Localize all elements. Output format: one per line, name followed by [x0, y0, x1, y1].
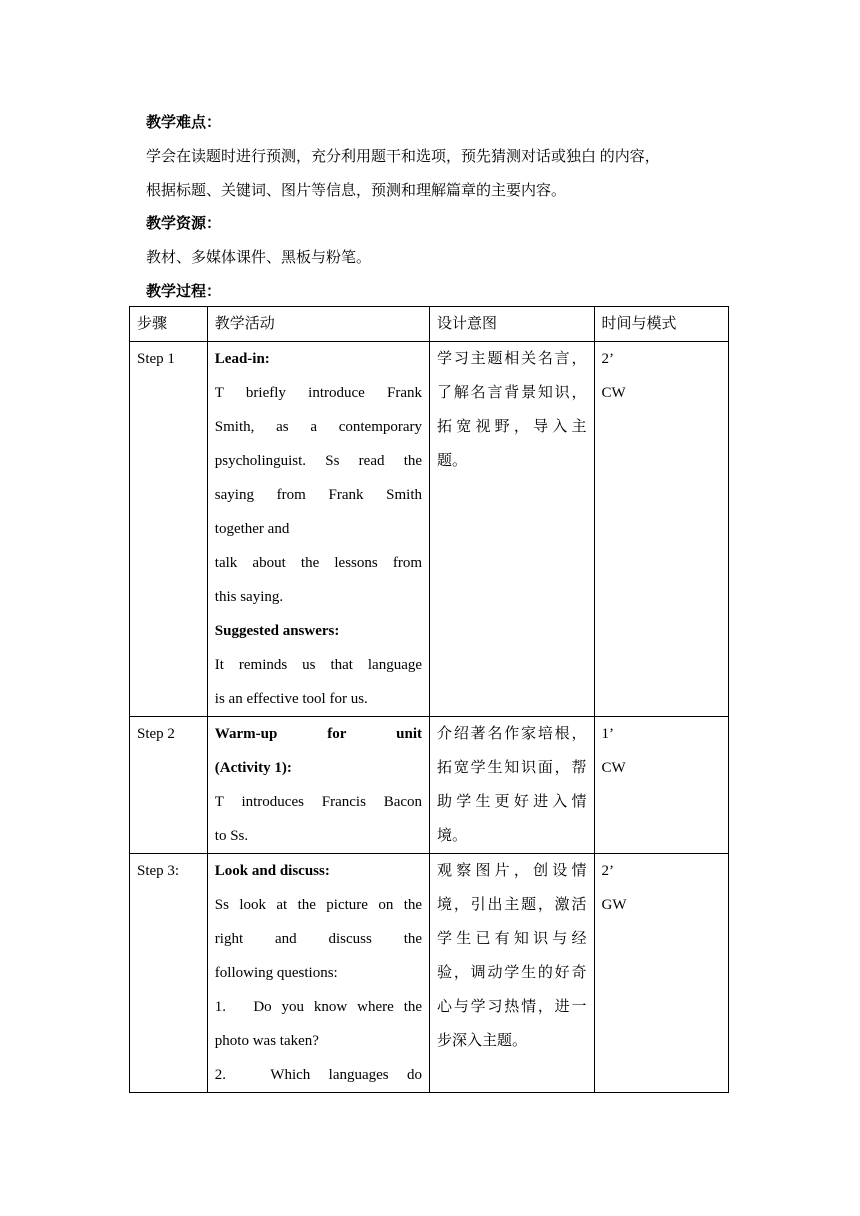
activity-line: psycholinguist. Ss read the [214, 453, 423, 469]
intent-line: 了解名言背景知识， [437, 385, 587, 401]
intent-cell [430, 717, 594, 854]
step-label: Step 3: [137, 863, 180, 879]
intent-line: 题。 [437, 453, 468, 469]
table-row [130, 717, 729, 854]
table-row [130, 854, 729, 1093]
time-mode-cell [594, 717, 729, 854]
intent-line: 验，调动学生的好奇 [437, 965, 587, 981]
mode-value: GW [601, 897, 627, 913]
activity-title: Look and discuss: [214, 863, 330, 879]
header-activity: 教学活动 [207, 307, 429, 342]
step-cell [130, 342, 208, 717]
activity-cell [207, 342, 429, 717]
intent-line: 介绍著名作家培根， [437, 726, 587, 742]
activity-cell [207, 717, 429, 854]
activity-title: Lead-in: [214, 351, 270, 367]
intent-line: 学习主题相关名言， [437, 351, 587, 367]
activity-line: T briefly introduce Frank [214, 385, 423, 401]
activity-subtitle: Suggested answers: [214, 623, 340, 639]
intent-line: 助学生更好进入情 [437, 794, 587, 810]
activity-line: together and [214, 521, 290, 537]
step-cell [130, 854, 208, 1093]
activity-line: Smith, as a contemporary [214, 419, 423, 435]
mode-value: CW [601, 760, 626, 776]
header-intent: 设计意图 [430, 307, 594, 342]
resources-text [146, 241, 736, 275]
intent-line: 心与学习热情，进一 [437, 999, 587, 1015]
activity-line: to Ss. [214, 828, 249, 844]
activity-line: right and discuss the [214, 931, 423, 947]
time-value: 1’ [601, 726, 614, 742]
intent-line: 拓宽学生知识面，帮 [437, 760, 587, 776]
header-step: 步骤 [130, 307, 208, 342]
step-label: Step 1 [137, 351, 175, 367]
step-cell [130, 717, 208, 854]
activity-line: 1. Do you know where the [214, 999, 423, 1015]
process-heading: 教学过程： [146, 284, 222, 300]
table-header-row [130, 307, 729, 342]
activity-title: Warm-up for unit [214, 726, 423, 742]
activity-title: (Activity 1): [214, 760, 292, 776]
intent-line: 学生已有知识与经 [437, 931, 587, 947]
intent-line: 拓宽视野，导入主 [437, 419, 587, 435]
activity-cell [207, 854, 429, 1093]
activity-line: T introduces Francis Bacon [214, 794, 423, 810]
time-value: 2’ [601, 351, 614, 367]
intent-line: 境，引出主题，激活 [437, 897, 587, 913]
mode-value: CW [601, 385, 626, 401]
activity-line: photo was taken? [214, 1033, 319, 1049]
step-label: Step 2 [137, 726, 175, 742]
time-mode-cell [594, 342, 729, 717]
difficulty-text [146, 140, 736, 208]
activity-line: saying from Frank Smith [214, 487, 423, 503]
intent-line: 境。 [437, 828, 468, 844]
difficulty-line: 学会在读题时进行预测，充分利用题干和选项，预先猜测对话或独白 的内容， [146, 149, 660, 165]
header-time-mode: 时间与模式 [594, 307, 729, 342]
intent-line: 步深入主题。 [437, 1033, 528, 1049]
lesson-process-table [129, 306, 729, 1093]
resources-heading: 教学资源： [146, 216, 222, 232]
intent-cell [430, 342, 594, 717]
time-value: 2’ [601, 863, 614, 879]
activity-line: Ss look at the picture on the [214, 897, 423, 913]
difficulty-heading: 教学难点： [146, 115, 222, 131]
time-mode-cell [594, 854, 729, 1093]
activity-line: is an effective tool for us. [214, 691, 368, 707]
activity-line: following questions: [214, 965, 338, 981]
activity-line: It reminds us that language [214, 657, 423, 673]
activity-line: talk about the lessons from [214, 555, 423, 571]
intent-cell [430, 854, 594, 1093]
activity-line: this saying. [214, 589, 284, 605]
intent-line: 观察图片，创设情 [437, 863, 587, 879]
activity-line: 2. Which languages do [214, 1067, 423, 1083]
difficulty-line: 根据标题、关键词、图片等信息，预测和理解篇章的主要内容。 [146, 183, 567, 199]
resources-line: 教材、多媒体课件、黑板与粉笔。 [146, 250, 372, 266]
table-row [130, 342, 729, 717]
